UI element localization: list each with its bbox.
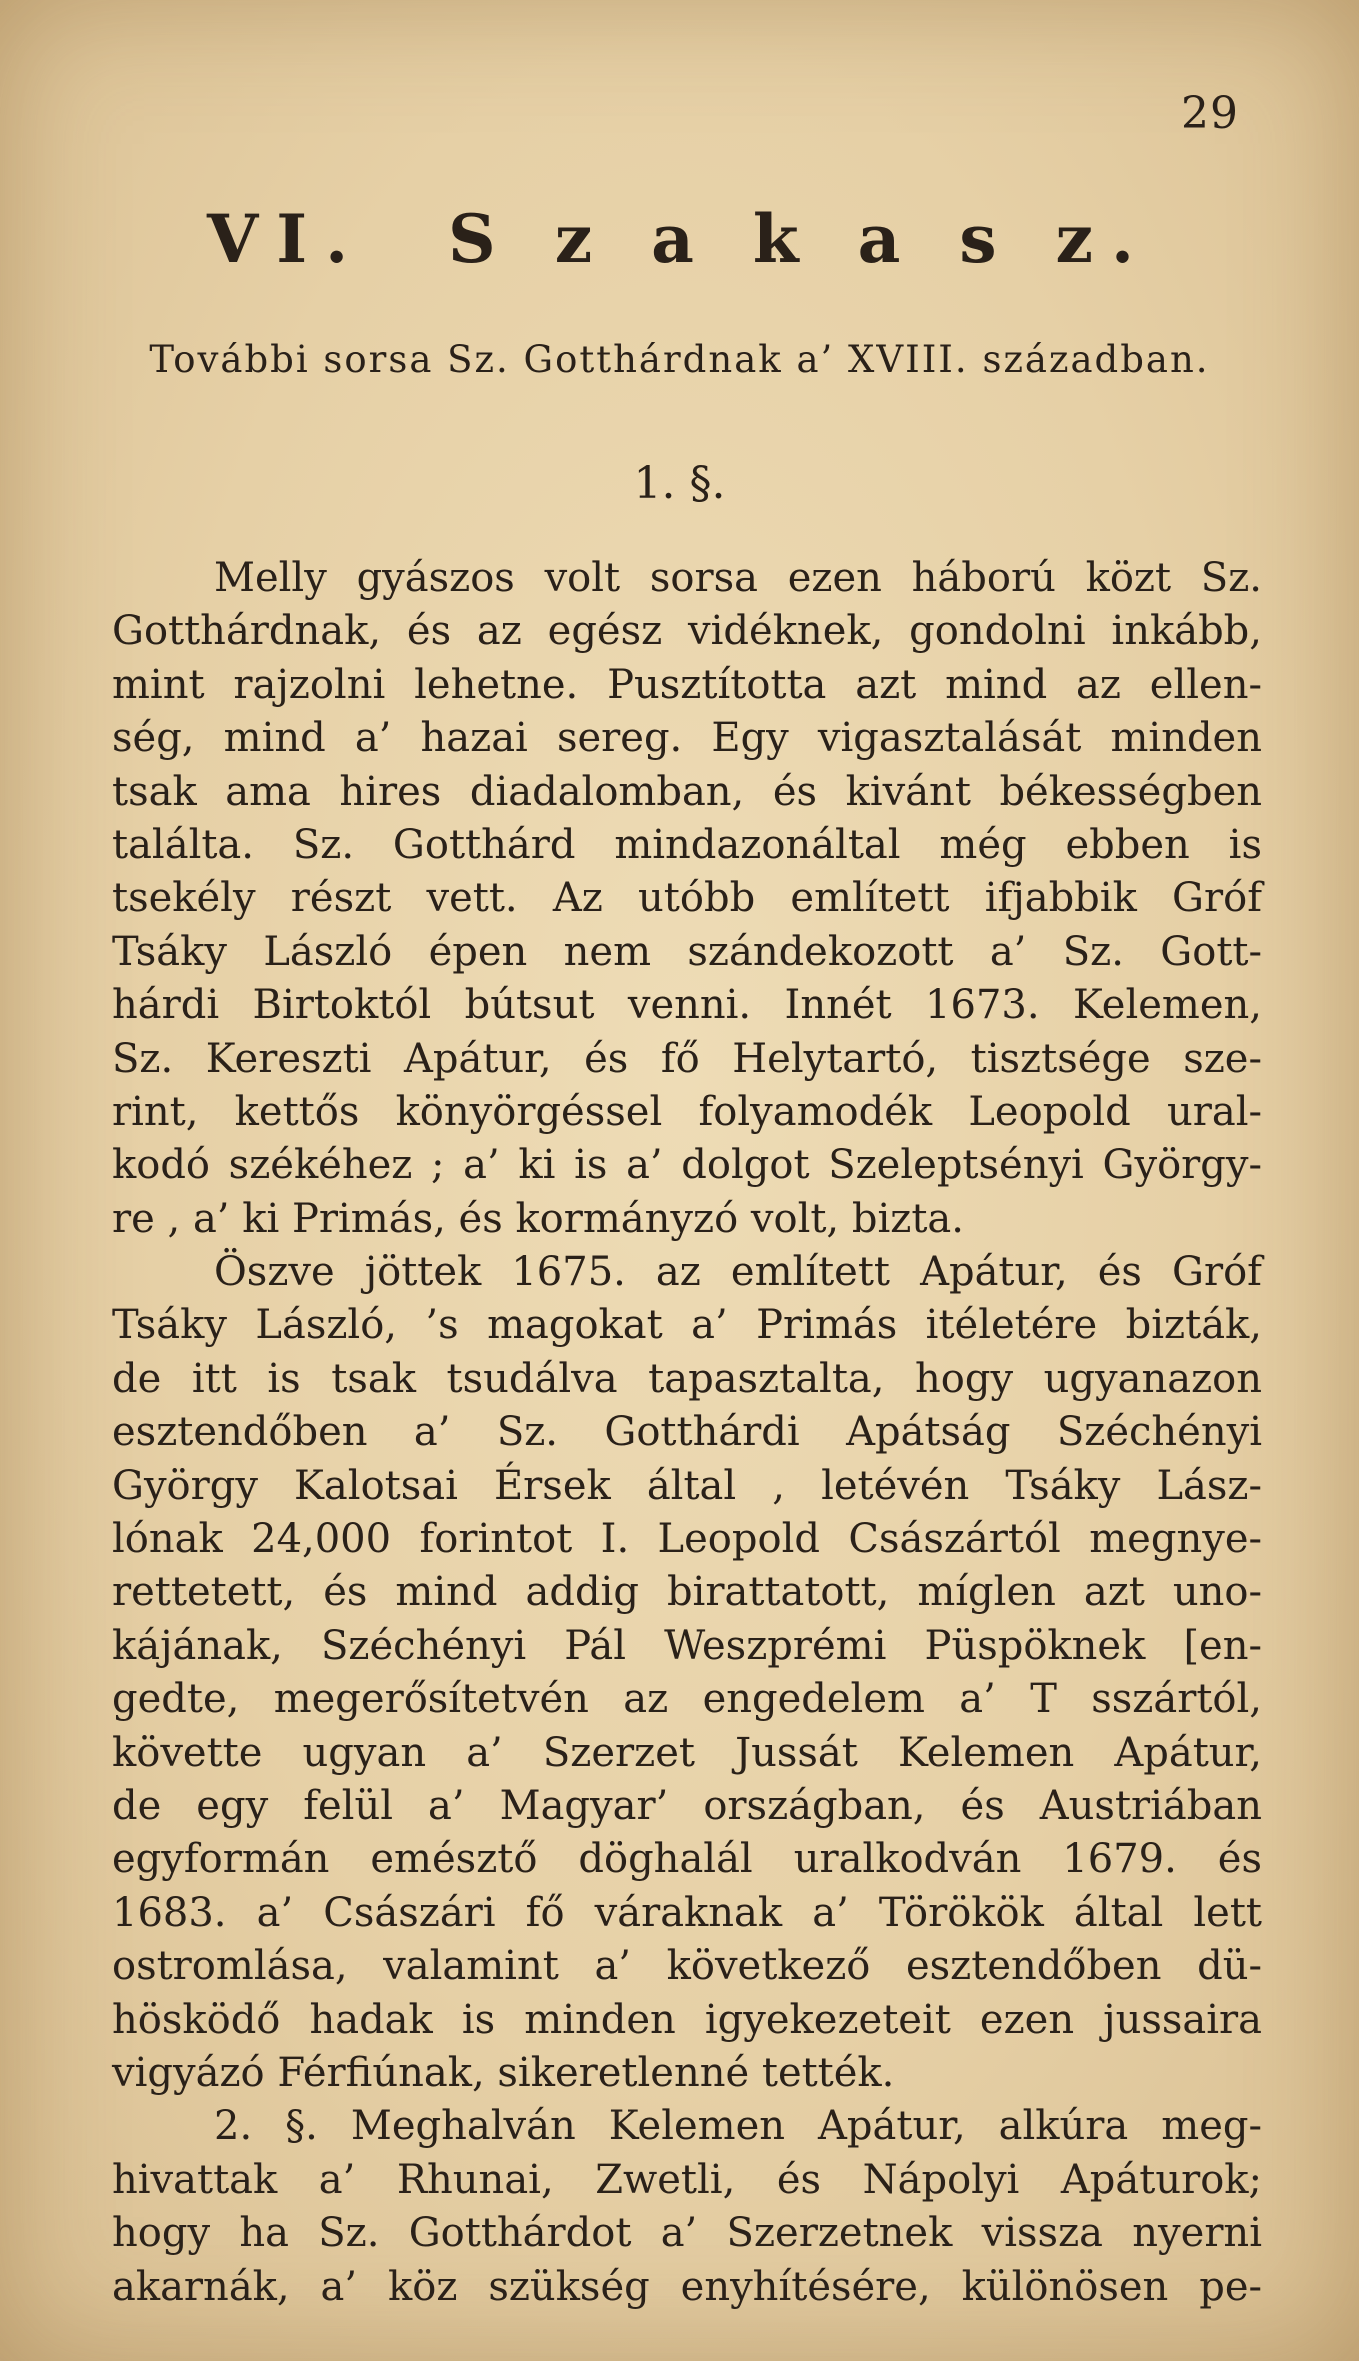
text-line: gedte, megerősítetvén az engedelem a’ T sszártól,	[112, 1676, 1262, 1723]
text-line: vigyázó Férfiúnak, sikeretlenné tették.	[112, 2049, 895, 2096]
text-line: ostromlása, valamint a’ következő esztendőben dü-	[112, 1943, 1262, 1990]
text-line: követte ugyan a’ Szerzet Jussát Kelemen Apátur,	[112, 1729, 1262, 1776]
text-line: ség, mind a’ hazai sereg. Egy vigasztalását minden	[112, 715, 1262, 762]
text-line: 1683. a’ Császári fő váraknak a’ Törökök által lett	[112, 1889, 1262, 1936]
text-line: Gotthárdnak, és az egész vidéknek, gondolni inkább,	[112, 608, 1262, 655]
body-text	[112, 552, 1262, 2314]
text-line: tsak ama hires diadalomban, és kivánt békességben	[112, 768, 1262, 815]
text-line: hárdi Birtoktól bútsut venni. Innét 1673. Kelemen,	[112, 982, 1262, 1029]
text-line: rint, kettős könyörgéssel folyamodék Leopold ural-	[112, 1088, 1262, 1135]
text-line: mint rajzolni lehetne. Pusztította azt mind az ellen-	[112, 661, 1262, 708]
text-line: 2. §. Meghalván Kelemen Apátur, alkúra meg-	[214, 2103, 1262, 2150]
page-number: 29	[1181, 88, 1239, 139]
text-line: lónak 24,000 forintot I. Leopold Császártól megnye-	[112, 1516, 1262, 1563]
text-line: hivattak a’ Rhunai, Zwetli, és Nápolyi Apáturok;	[112, 2156, 1262, 2203]
chapter-title: VI. S z a k a s z.	[207, 200, 1152, 278]
text-line: akarnák, a’ köz szükség enyhítésére, különösen pe-	[112, 2263, 1262, 2310]
text-line: re , a’ ki Primás, és kormányzó volt, bizta.	[112, 1195, 964, 1242]
chapter-subtitle: További sorsa Sz. Gotthárdnak a’ XVIII. században.	[149, 338, 1210, 381]
section-mark: 1. §.	[633, 458, 726, 509]
text-line: tsekély részt vett. Az utóbb említett ifjabbik Gróf	[112, 875, 1262, 922]
text-line: kodó székéhez ; a’ ki is a’ dolgot Szeleptsényi György-	[112, 1142, 1262, 1189]
text-line: találta. Sz. Gotthárd mindazonáltal még ebben is	[112, 821, 1262, 868]
text-line: kájának, Széchényi Pál Weszprémi Püspöknek [en-	[112, 1622, 1262, 1669]
text-line: rettetett, és mind addig birattatott, míglen azt uno-	[112, 1569, 1262, 1616]
text-line: Tsáky László, ’s magokat a’ Primás itéletére bizták,	[112, 1302, 1262, 1349]
text-line: György Kalotsai Érsek által , letévén Tsáky Lász-	[112, 1462, 1262, 1509]
text-line: hogy ha Sz. Gotthárdot a’ Szerzetnek vissza nyerni	[112, 2210, 1262, 2257]
text-line: egyformán emésztő döghalál uralkodván 1679. és	[112, 1836, 1262, 1883]
text-line: hösködő hadak is minden igyekezeteit ezen jussaira	[112, 1996, 1262, 2043]
text-line: Tsáky László épen nem szándekozott a’ Sz. Gott-	[112, 928, 1262, 975]
text-line: Sz. Kereszti Apátur, és fő Helytartó, tisztsége sze-	[112, 1035, 1262, 1082]
text-line: esztendőben a’ Sz. Gotthárdi Apátság Széchényi	[112, 1409, 1262, 1456]
text-line: de egy felül a’ Magyar’ országban, és Austriában	[112, 1782, 1262, 1829]
text-line: Melly gyászos volt sorsa ezen háború közt Sz.	[214, 555, 1262, 601]
text-line: de itt is tsak tsudálva tapasztalta, hogy ugyanazon	[112, 1355, 1262, 1402]
text-line: Öszve jöttek 1675. az említett Apátur, és Gróf	[214, 1249, 1262, 1296]
